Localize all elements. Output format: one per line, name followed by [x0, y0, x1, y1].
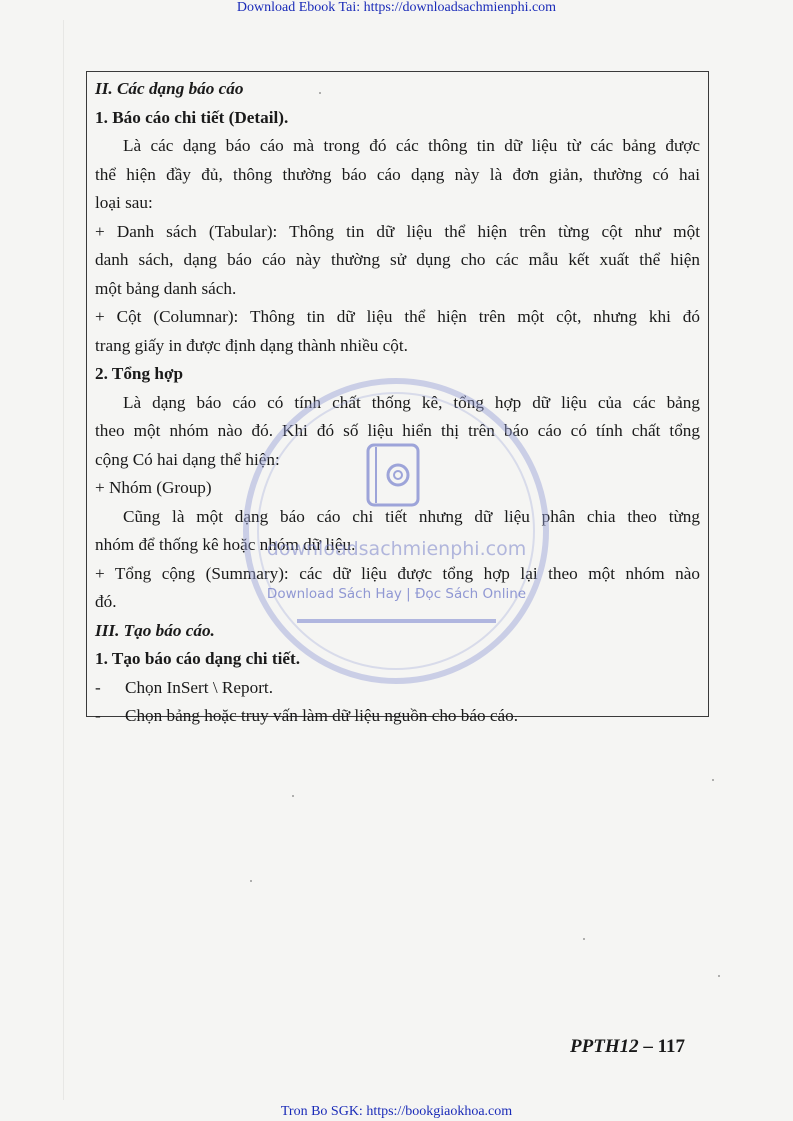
section-2-title: II. Các dạng báo cáo — [95, 79, 244, 98]
scan-speck — [250, 880, 252, 882]
step-text: Chọn bảng hoặc truy vấn làm dữ liệu nguồn cho báo cáo. — [125, 706, 519, 725]
paragraph-line: thể hiện đầy đủ, thông thường báo cáo dạng này là đơn giản, thường có hai — [95, 164, 700, 184]
paragraph-line: Là dạng báo cáo có tính chất thống kê, tổng hợp dữ liệu của các bảng — [123, 392, 700, 412]
watermark-bar — [297, 619, 496, 623]
page-edge — [63, 20, 64, 1100]
paragraph-line: nhóm để thống kê hoặc nhóm dữ liệu. — [95, 535, 356, 554]
top-download-link[interactable]: Download Ebook Tai: https://downloadsachmienphi.com — [236, 0, 557, 15]
step-item — [95, 674, 700, 703]
step-text: Chọn InSert \ Report. — [125, 677, 273, 697]
paragraph-line: Cũng là một dạng báo cáo chi tiết nhưng dữ liệu phân chia theo từng — [123, 506, 700, 526]
paragraph-line: + Cột (Columnar): Thông tin dữ liệu thể hiện trên một cột, nhưng khi đó — [95, 307, 700, 326]
watermark-tagline: Download Sách Hay | Đọc Sách Online — [266, 586, 527, 602]
page-number: 117 — [657, 1036, 686, 1057]
summary-title: 2. Tổng hợp — [95, 364, 184, 383]
scan-speck — [319, 92, 321, 94]
section-3-title: III. Tạo báo cáo. — [95, 620, 215, 640]
paragraph-line: theo một nhóm nào đó. Khi đó số liệu hiển thị trên báo cáo có tính chất tổng — [95, 421, 700, 440]
bullet-dash: - — [95, 677, 101, 697]
paragraph-line: đó. — [95, 592, 117, 611]
bullet-dash: - — [95, 706, 101, 725]
group-item: + Nhóm (Group) — [95, 478, 212, 497]
scan-speck — [292, 795, 294, 797]
paragraph-line: loại sau: — [95, 193, 153, 212]
paragraph-line: danh sách, dạng báo cáo này thường sử dụng cho các mẫu kết xuất thể hiện — [95, 250, 700, 269]
bottom-sgk-link[interactable]: Tron Bo SGK: https://bookgiaokhoa.com — [280, 1104, 513, 1119]
paragraph-line: + Danh sách (Tabular): Thông tin dữ liệu thể hiện trên từng cột như một — [95, 221, 700, 241]
book-code: PPTH12 — [570, 1036, 639, 1057]
footer-separator: – — [643, 1036, 653, 1057]
paragraph-line: + Tổng cộng (Summary): các dữ liệu được tổng hợp lại theo một nhóm nào — [95, 563, 700, 583]
scan-speck — [712, 779, 714, 781]
paragraph-line: trang giấy in được định dạng thành nhiều cột. — [95, 335, 408, 355]
paragraph-line: Là các dạng báo cáo mà trong đó các thông tin dữ liệu từ các bảng được — [123, 136, 700, 155]
create-title: 1. Tạo báo cáo dạng chi tiết. — [95, 649, 300, 668]
watermark-domain: downloadsachmienphi.com — [266, 538, 527, 560]
paragraph-line: một bảng danh sách. — [95, 278, 237, 298]
step-item — [95, 702, 700, 731]
detail-title: 1. Báo cáo chi tiết (Detail). — [95, 107, 289, 127]
page-footer — [570, 1036, 685, 1058]
scan-speck — [718, 975, 720, 977]
paragraph-line: cộng Có hai dạng thể hiện: — [95, 449, 280, 469]
scan-speck — [583, 938, 585, 940]
